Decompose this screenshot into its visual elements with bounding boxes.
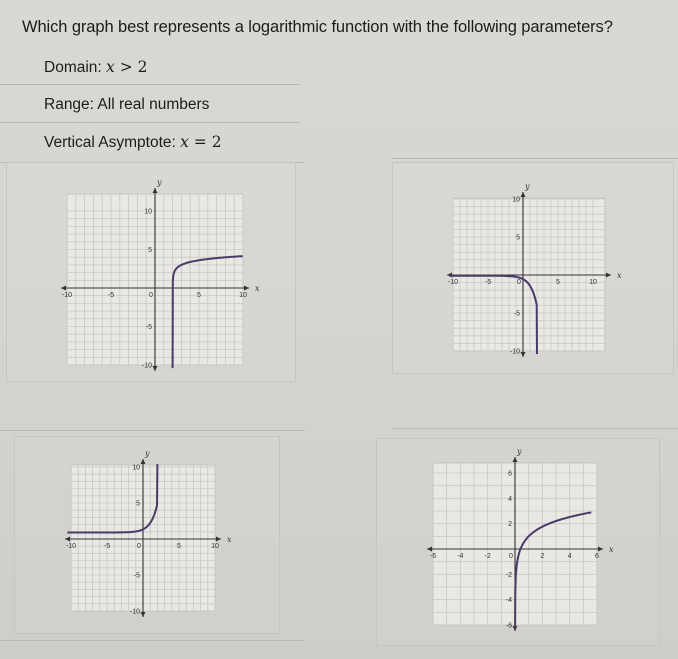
origin-label: 0 [517,279,521,286]
y-tick-label: -10 [509,348,520,356]
asymptote-param [44,133,222,152]
y-axis-arrow [521,192,526,197]
asymptote-math: x = 2 [180,133,222,151]
y-axis-label: y [157,178,162,187]
y-tick-label: -5 [513,310,520,318]
x-tick-label: 5 [556,279,560,286]
domain-math: x > 2 [106,58,148,76]
y-tick-label: -10 [129,608,140,616]
y-axis-arrow [153,188,158,193]
x-axis-arrow [606,273,611,278]
x-axis-arrow [216,537,221,542]
y-tick-label: 5 [516,234,520,242]
x-axis-arrow [65,537,70,542]
y-tick-label: 10 [512,196,520,204]
origin-label: 0 [137,543,141,550]
answer-option-d[interactable] [376,438,660,646]
x-tick-label: -5 [107,292,115,299]
x-tick-label: 6 [595,553,599,560]
x-tick-label: 5 [177,543,181,550]
y-tick-label: -6 [505,622,512,630]
y-axis-label: y [525,182,530,191]
divider [0,122,300,123]
x-axis-arrow [427,547,432,552]
y-tick-label: -4 [505,597,512,605]
y-tick-label: -2 [505,571,512,579]
x-tick-label: -2 [484,553,491,560]
y-axis-label: y [517,447,522,456]
x-axis-arrow [61,286,66,291]
option-a-graph [7,163,295,381]
y-tick-label: -10 [141,362,152,370]
answer-option-b[interactable] [392,162,674,374]
x-tick-label: -4 [457,553,464,560]
x-tick-label: -10 [61,292,73,299]
x-tick-label: -5 [103,543,111,550]
option-c-graph [15,437,279,633]
divider [0,84,300,85]
y-tick-label: -5 [145,324,152,331]
x-tick-label: 10 [589,279,597,286]
x-tick-label: -10 [65,543,77,550]
y-tick-label: -5 [133,572,140,580]
x-axis-arrow [244,286,249,291]
y-axis-arrow [141,612,146,617]
x-tick-label: 10 [211,543,219,550]
answer-option-c[interactable] [14,436,280,634]
origin-label: 0 [509,553,513,560]
x-axis-label: x [609,545,614,554]
y-tick-label: 5 [136,500,140,508]
x-tick-label: -6 [429,553,437,560]
x-axis-arrow [598,547,603,552]
y-axis-arrow [521,352,526,357]
x-axis-label: x [255,284,260,293]
range-param: Range: All real numbers [44,96,210,113]
y-axis-label: y [145,449,150,458]
y-tick-label: 5 [148,247,152,254]
answer-option-a[interactable] [6,162,296,382]
x-tick-label: 2 [540,553,545,560]
x-tick-label: -10 [447,279,459,286]
y-tick-label: 2 [508,521,512,529]
x-tick-label: -5 [484,279,492,286]
divider [392,158,678,159]
divider [392,428,678,429]
option-d-graph [377,439,659,645]
origin-label: 0 [149,292,153,299]
y-tick-label: 4 [508,495,512,503]
divider [0,640,305,641]
divider [0,430,305,431]
y-tick-label: 10 [132,464,140,472]
asymptote-label: Vertical Asymptote: [44,134,181,151]
y-axis-arrow [513,457,518,462]
y-tick-label: 10 [144,208,152,216]
y-axis-arrow [141,459,146,464]
x-axis-label: x [227,535,232,544]
x-axis-label: x [617,271,622,280]
x-tick-label: 5 [197,292,201,299]
question-text: Which graph best represents a logarithmic function with the following parameters? [22,18,613,36]
y-tick-label: 6 [508,470,512,478]
y-axis-arrow [153,366,158,371]
x-tick-label: 10 [239,292,247,299]
option-b-graph [393,163,673,373]
domain-label: Domain: [44,59,107,76]
x-tick-label: 4 [567,553,572,560]
domain-param [44,58,148,77]
